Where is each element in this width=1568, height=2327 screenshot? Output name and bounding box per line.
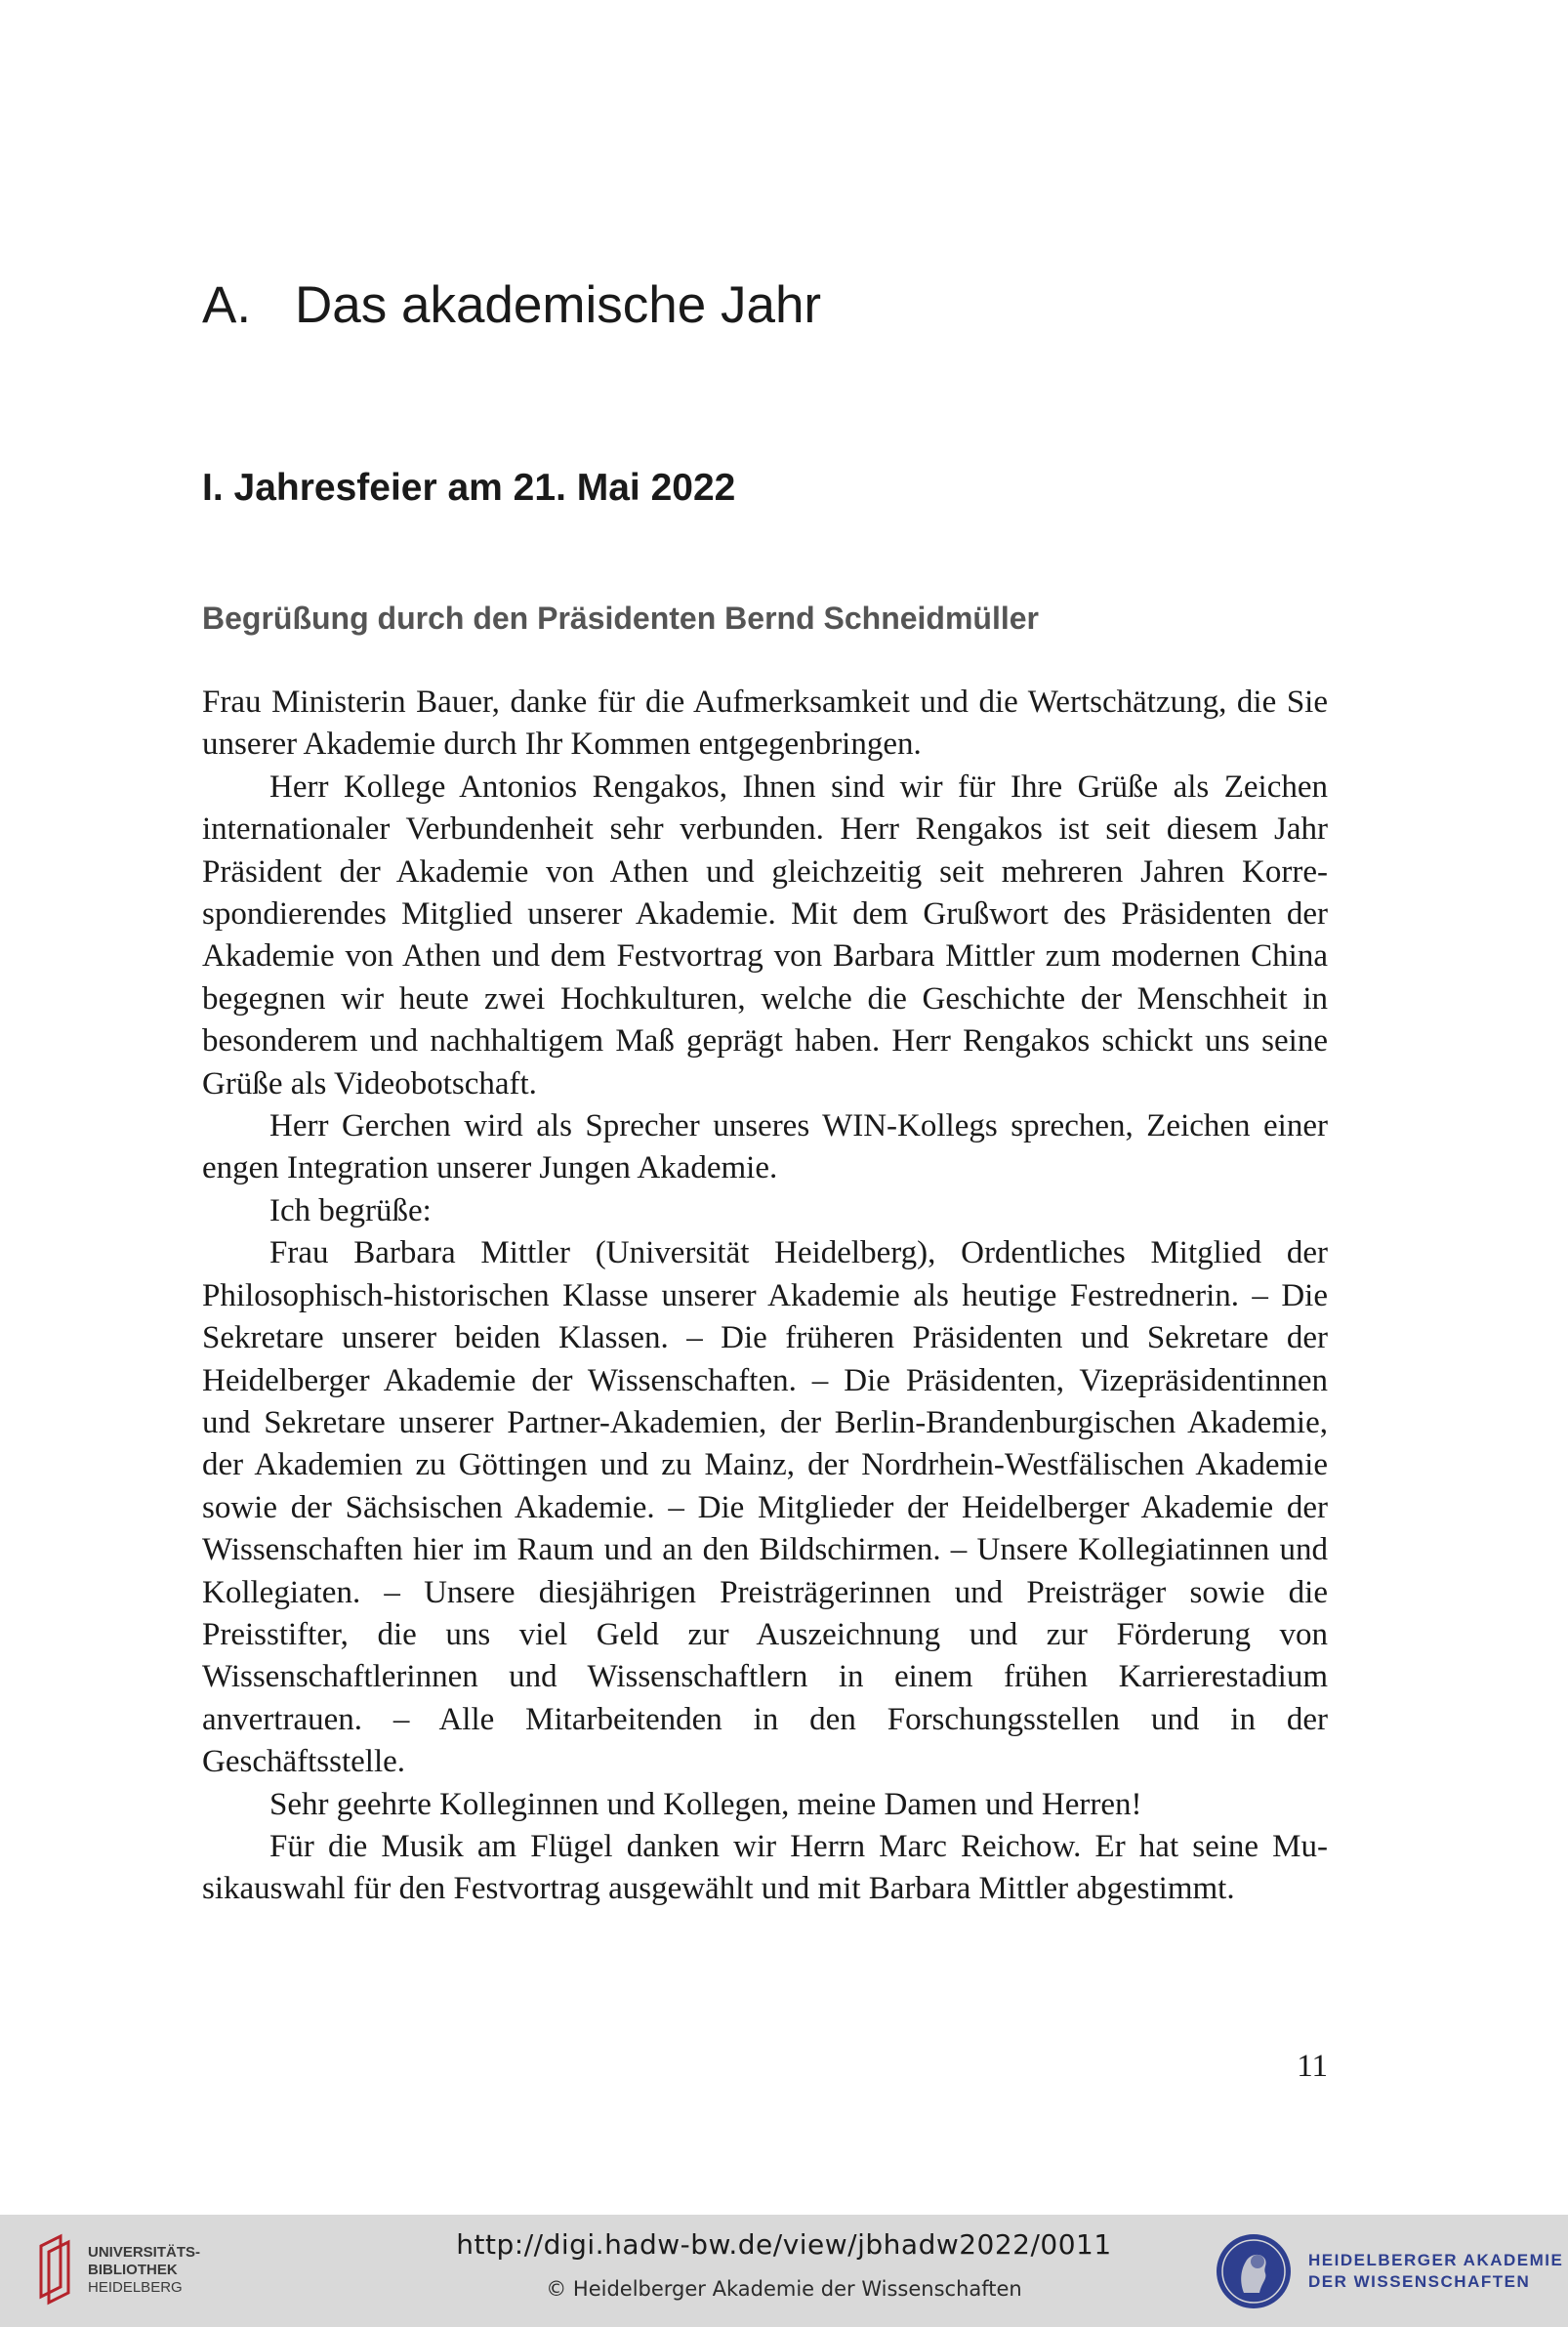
paragraph: Ich begrüße: bbox=[269, 1192, 432, 1228]
section-title: I. Jahresfeier am 21. Mai 2022 bbox=[202, 467, 736, 509]
academy-seal-icon bbox=[1211, 2228, 1299, 2316]
paragraph: Herr Gerchen wird als Sprecher unseres WIN-Kollegs sprechen, Zeichen einer engen Integration unserer Jungen Akademie. bbox=[202, 1108, 1328, 1186]
library-name: UNIVERSITÄTS- BIBLIOTHEK HEIDELBERG bbox=[88, 2244, 201, 2296]
paragraph: Frau Ministerin Bauer, danke für die Aufmerksamkeit und die Wertschätzung, die Sie unserer Akademie durch Ihr Kommen entgegenbringen. bbox=[202, 685, 1328, 763]
body-text bbox=[202, 682, 1328, 1911]
academy-name: HEIDELBERGER AKADEMIE DER WISSENSCHAFTEN bbox=[1308, 2251, 1564, 2291]
academy-logo[interactable] bbox=[1211, 2228, 1564, 2316]
paragraph: Herr Kollege Antonios Rengakos, Ihnen sind wir für Ihre Grüße als Zeichen internationaler Verbundenheit sehr verbunden. Herr Rengakos ist seit diesem Jahr Präsident der Akademie von Athen und gleichzeitig seit mehreren Jahren Korrespondierendes Mitglied unserer Akademie. Mit dem Grußwort des Präsidenten der Akademie von Athen und dem Festvortrag von Barbara Mittler zum modernen China begegnen wir heute zwei Hochkulturen, welche die Geschichte der Menschheit in besonderem und nachhaltigem Maß geprägt haben. Herr Rengakos schickt uns seine Grüße als Videobotschaft. bbox=[202, 769, 1328, 1101]
paragraph: Sehr geehrte Kolleginnen und Kollegen, meine Damen und Herren! bbox=[269, 1786, 1142, 1822]
chapter-title bbox=[202, 275, 821, 335]
subsection-title: Begrüßung durch den Präsidenten Bernd Schneidmüller bbox=[202, 601, 1039, 636]
paragraph: Für die Musik am Flügel danken wir Herrn Marc Reichow. Er hat seine Musikauswahl für den Festvortrag ausgewählt und mit Barbara Mittler abgestimmt. bbox=[202, 1828, 1328, 1907]
page-number: 11 bbox=[1297, 2049, 1328, 2084]
document-url-link[interactable]: http://digi.hadw-bw.de/view/jbhadw2022/0011 bbox=[456, 2228, 1112, 2261]
paragraph: Frau Barbara Mittler (Universität Heidelberg), Ordentliches Mitglied der Philosophisch-historischen Klasse unserer Akademie als heutige Festrednerin. – Die Sekretare unserer beiden Klassen. – Die früheren Präsidenten und Sekretare der Heidelberger Akademie der Wissenschaften. – Die Präsidenten, Vizepräsidentinnen und Sekretare unserer Partner-Akademien, der Berlin-Brandenburgischen Akademie, der Akademien zu Göttingen und zu Mainz, der Nordrhein-Westfälischen Akademie sowie der Sächsischen Akademie. – Die Mitglieder der Heidelberger Akademie der Wissenschaften hier im Raum und an den Bildschirmen. – Unsere Kollegiatinnen und Kollegiaten. – Unsere diesjährigen Preisträgerinnen und Preisträger sowie die Preisstifter, die uns viel Geld zur Auszeichnung und zur Förderung von Wissenschaftlerinnen und Wissenschaftlern in einem frühen Karrierestadium anvertrauen. – Alle Mitarbeitenden in den Forschungsstellen und in der Geschäftsstelle. bbox=[202, 1235, 1328, 1780]
footer-bar bbox=[0, 2215, 1568, 2327]
chapter-number: A. bbox=[202, 276, 252, 334]
copyright-notice: © Heidelberger Akademie der Wissenschaften bbox=[546, 2277, 1022, 2301]
chapter-title-text: Das akademische Jahr bbox=[295, 276, 822, 334]
